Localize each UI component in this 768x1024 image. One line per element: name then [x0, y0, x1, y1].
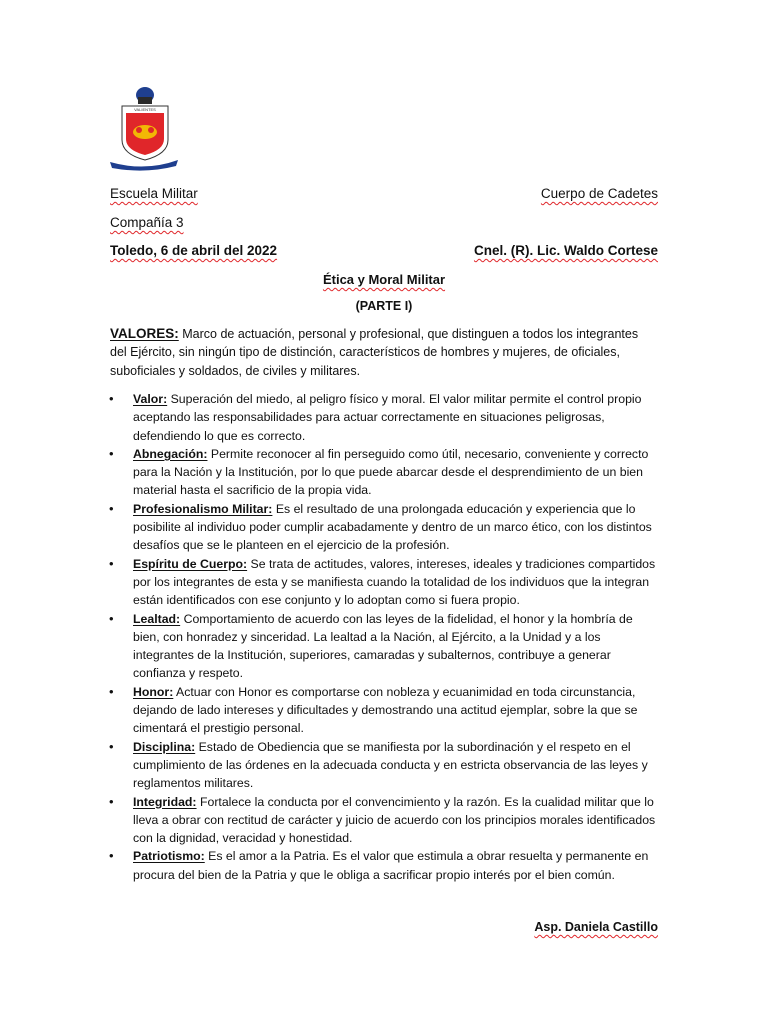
value-text: Permite reconocer al fin perseguido como útil, necesario, conveniente y correcto para la Nación y la Institución, por lo que puede abarcar desde el desprendimiento de un bien material hasta el sacrificio de la propia vida.: [133, 446, 649, 498]
list-item: [110, 500, 658, 555]
crest-shield-icon: [108, 82, 180, 172]
value-term: Integridad:: [133, 794, 197, 809]
intro-paragraph: [110, 325, 658, 380]
svg-text:VALIENTES: VALIENTES: [134, 107, 156, 112]
bullet-icon: •: [109, 555, 114, 571]
bullet-icon: •: [109, 391, 114, 406]
list-item: [110, 847, 658, 884]
value-text: Es el resultado de una prolongada educación y experiencia que lo posibilite al individuo poder cumplir acabadamente y dentro de un marco ético, con los distintos desafíos que se le planteen en el ejercicio de la profesión.: [133, 501, 652, 553]
value-term: Profesionalismo Militar:: [133, 501, 273, 516]
bullet-icon: •: [109, 848, 114, 864]
value-text: Actuar con Honor es comportarse con nobleza y ecuanimidad en toda circunstancia, dejando de lado intereses y dificultades y demostrando una actitud ejemplar, sobre la que se cimentará el prestigio personal.: [133, 684, 638, 736]
value-term: Patriotismo:: [133, 849, 205, 864]
list-item: [110, 683, 658, 738]
value-term: Disciplina:: [133, 739, 196, 754]
value-term: Lealtad:: [133, 611, 181, 626]
list-item: [110, 555, 658, 610]
list-item: [110, 738, 658, 793]
list-item: [110, 445, 658, 500]
value-text: Es el amor a la Patria. Es el valor que estimula a obrar resuelta y permanente en procura del bien de la Patria y que le obliga a sacrificar propio interés por el bien común.: [133, 849, 649, 882]
author-name: Cnel. (R). Lic. Waldo Cortese: [473, 243, 658, 258]
value-text: Estado de Obediencia que se manifiesta por la subordinación y el respeto en el cumplimiento de las órdenes en la adecuada conducta y en estricta observancia de las leyes y reglamentos militares.: [133, 739, 648, 791]
intro-term: VALORES:: [110, 326, 179, 341]
value-text: Se trata de actitudes, valores, intereses, ideales y tradiciones compartidos por los integrantes de esta y se manifiesta cuando la totalidad de los individuos que la integran están identificados con ese conjunto y lo adoptan como si fuera propio.: [133, 556, 656, 608]
bullet-icon: •: [109, 610, 114, 626]
value-text: Comportamiento de acuerdo con las leyes de la fidelidad, el honor y la hombría de bien, con honradez y sinceridad. La lealtad a la Nación, al Ejército, a la Unidad y a los integrantes de la Institución, superiores, camaradas y subalternos, contribuye a generar confianza y respeto.: [133, 611, 633, 681]
corps-name: Cuerpo de Cadetes: [540, 186, 658, 201]
list-item: [110, 390, 658, 445]
value-term: Valor:: [133, 392, 168, 406]
list-item: [110, 610, 658, 683]
signature: Asp. Daniela Castillo: [534, 920, 658, 934]
bullet-icon: •: [109, 500, 114, 516]
value-term: Espíritu de Cuerpo:: [133, 556, 248, 571]
bullet-icon: •: [109, 738, 114, 754]
company-name: Compañía 3: [110, 215, 184, 230]
intro-text: Marco de actuación, personal y profesional, que distinguen a todos los integrantes del Ejército, sin ningún tipo de distinción, característicos de hombres y mujeres, de oficiales, suboficiales y soldados, de civiles y militares.: [110, 327, 639, 378]
school-name: Escuela Militar: [110, 186, 198, 201]
values-list: [110, 390, 658, 884]
bullet-icon: •: [109, 793, 114, 809]
document-subtitle: (PARTE I): [355, 299, 413, 313]
crest: [108, 82, 180, 172]
bullet-icon: •: [109, 445, 114, 461]
document-title: Ética y Moral Militar: [322, 272, 446, 287]
list-item: [110, 793, 658, 848]
value-text: Fortalece la conducta por el convencimiento y la razón. Es la cualidad militar que lo lleva a obrar con rectitud de carácter y juicio de acuerdo con los principios morales identificados con la dignidad, veracidad y honestidad.: [133, 794, 656, 846]
value-term: Honor:: [133, 684, 174, 699]
value-text: Superación del miedo, al peligro físico y moral. El valor militar permite el control propio aceptando las responsabilidades para actuar correctamente en situaciones peligrosas, defendiendo lo que es correcto.: [133, 392, 642, 443]
bullet-icon: •: [109, 683, 114, 699]
value-term: Abnegación:: [133, 446, 208, 461]
place-date: Toledo, 6 de abril del 2022: [110, 243, 278, 258]
